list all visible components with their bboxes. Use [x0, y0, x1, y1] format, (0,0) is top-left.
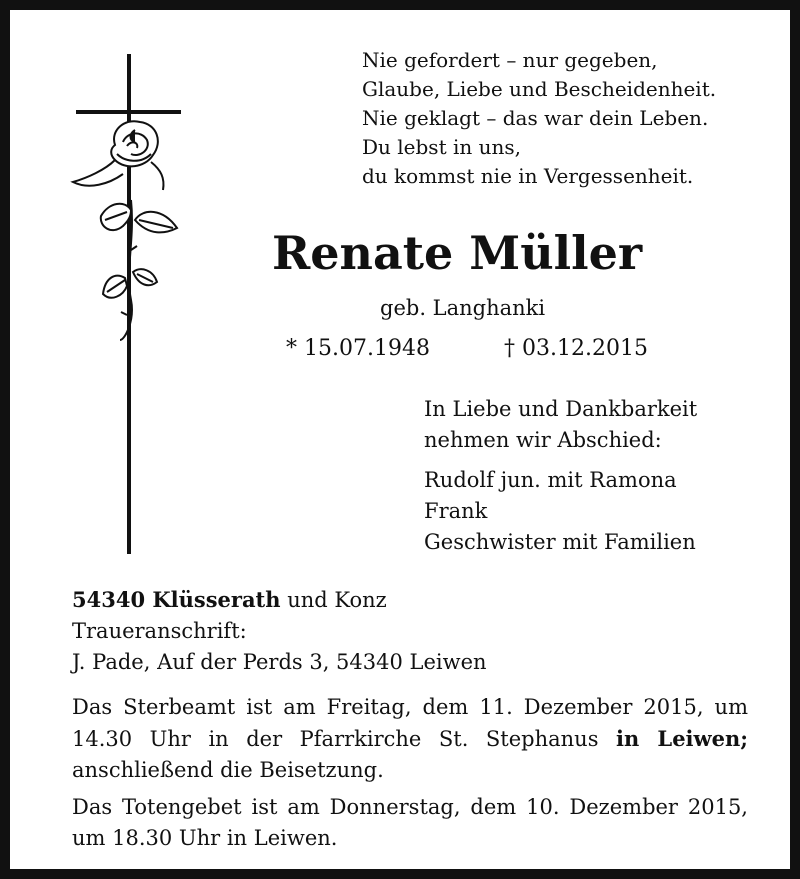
town-line	[72, 584, 487, 616]
poem-line: du kommst nie in Vergessenheit.	[362, 164, 694, 188]
prayer-paragraph: Das Totengebet ist am Donnerstag, dem 10. Dezember 2015, um 18.30 Uhr in Leiwen.	[72, 795, 748, 850]
poem-line: Nie geklagt – das war dein Leben.	[362, 106, 709, 130]
mourner: Geschwister mit Familien	[424, 530, 696, 554]
poem	[362, 46, 782, 191]
deceased-name: Renate Müller	[272, 226, 643, 280]
service-location: in Leiwen;	[616, 726, 748, 751]
death-date: † 03.12.2015	[504, 336, 648, 361]
address-label: Traueranschrift:	[72, 619, 247, 643]
town-rest: und Konz	[280, 588, 387, 612]
farewell-text	[424, 394, 697, 456]
poem-line: Nie gefordert – nur gegeben,	[362, 48, 658, 72]
birth-date: * 15.07.1948	[286, 336, 430, 361]
mourner: Frank	[424, 499, 488, 523]
service-text-end: anschließend die Beisetzung.	[72, 758, 384, 782]
address-block	[72, 584, 487, 678]
poem-line: Glaube, Liebe und Bescheidenheit.	[362, 77, 717, 101]
town-bold: 54340 Klüsserath	[72, 587, 281, 612]
poem-line: Du lebst in uns,	[362, 135, 521, 159]
service-text: Das Sterbeamt ist am Freitag, dem 11. Dezember 2015, um 14.30 Uhr in der Pfarrkirche St. Stephanus	[72, 695, 748, 751]
mourner: Rudolf jun. mit Ramona	[424, 468, 677, 492]
mourners-list	[424, 465, 696, 558]
rose-icon	[73, 121, 177, 340]
farewell-line: nehmen wir Abschied:	[424, 428, 662, 452]
service-paragraph	[72, 692, 748, 786]
cross-with-rose-icon	[65, 50, 195, 560]
maiden-name: geb. Langhanki	[380, 296, 546, 320]
address-line: J. Pade, Auf der Perds 3, 54340 Leiwen	[72, 650, 487, 674]
farewell-line: In Liebe und Dankbarkeit	[424, 397, 698, 421]
